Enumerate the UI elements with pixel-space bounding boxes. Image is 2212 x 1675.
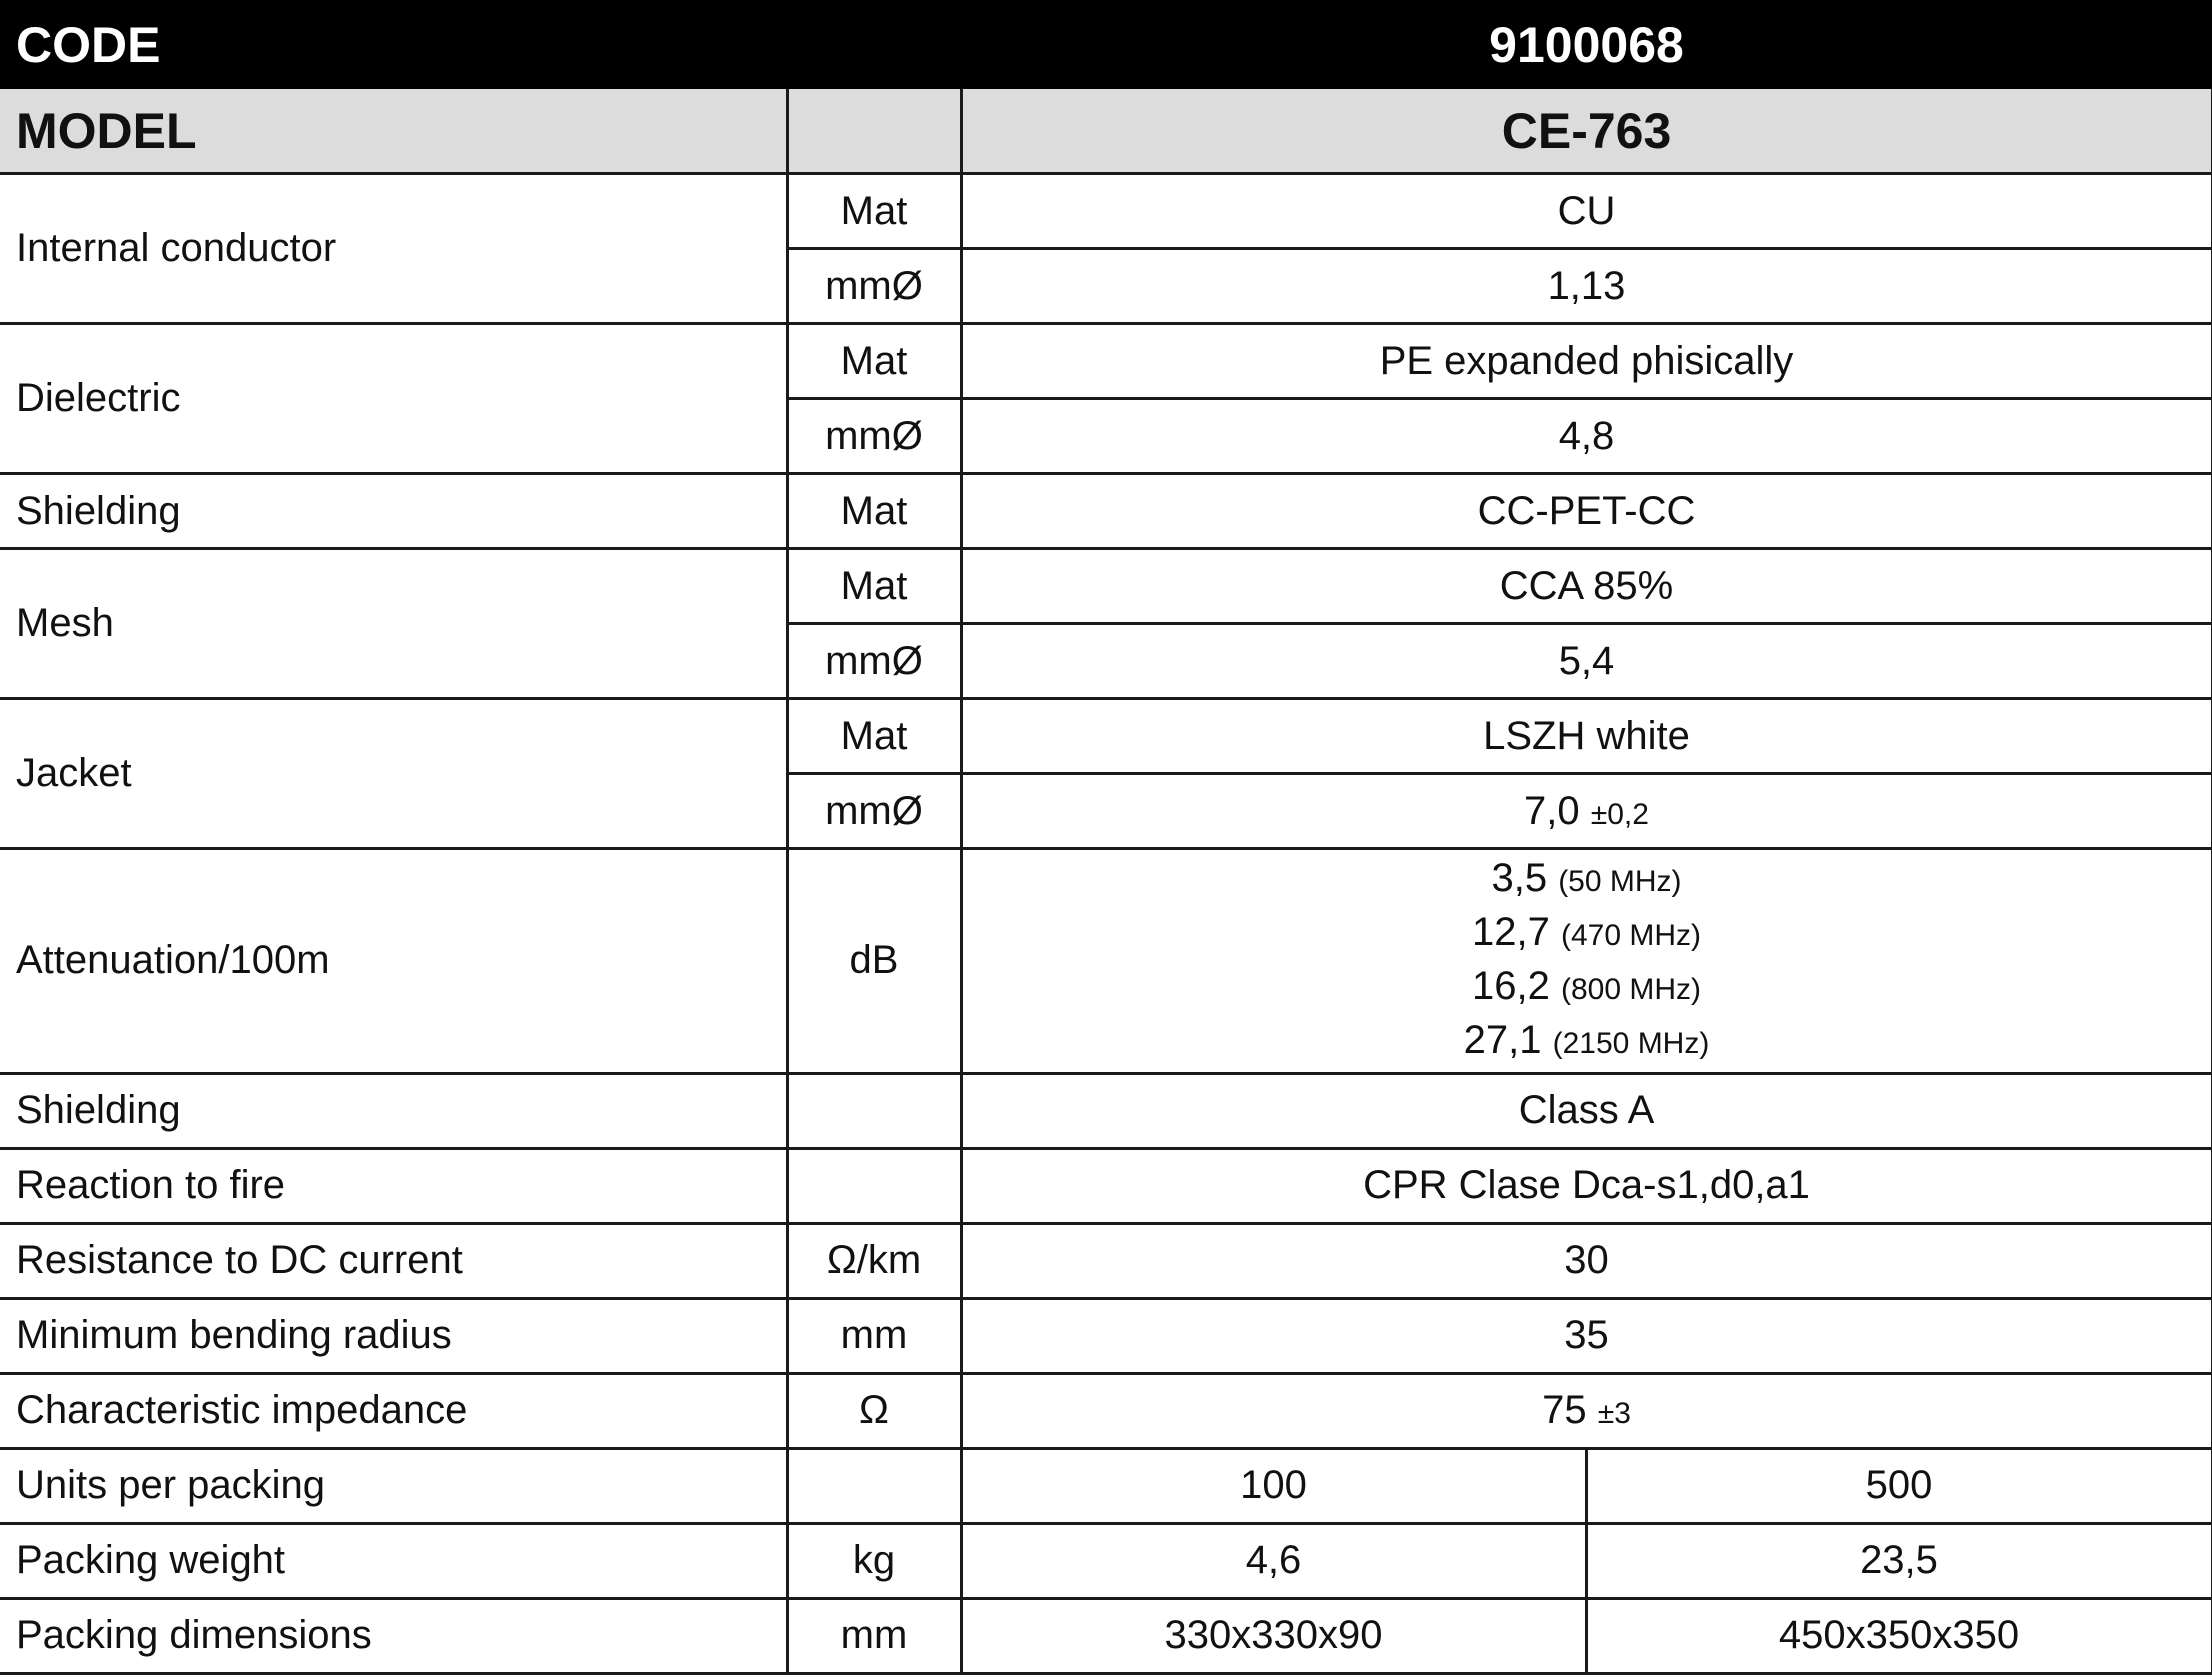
unit-cell: Mat xyxy=(787,174,961,249)
row-label-attenuation: Attenuation/100m xyxy=(0,849,787,1073)
unit-cell: Ω/km xyxy=(787,1223,961,1298)
attenuation-value: 16,2 xyxy=(1471,963,1550,1008)
table-row xyxy=(0,849,2212,1073)
row-label-resistance-dc: Resistance to DC current xyxy=(0,1223,787,1298)
value-cell: 1,13 xyxy=(961,249,2212,324)
table-row xyxy=(0,1298,2212,1373)
attenuation-frequency: (470 MHz) xyxy=(1560,918,1701,952)
unit-cell xyxy=(787,1448,961,1523)
table-row xyxy=(0,1073,2212,1148)
model-unit-cell xyxy=(787,88,961,174)
attenuation-line xyxy=(979,907,2195,961)
table-row xyxy=(0,549,2212,624)
attenuation-value: 3,5 xyxy=(1491,855,1548,900)
value-cell: CC-PET-CC xyxy=(961,474,2212,549)
jacket-diameter-value: 7,0 xyxy=(1524,788,1580,833)
table-row xyxy=(0,324,2212,399)
value-cell: CCA 85% xyxy=(961,549,2212,624)
table-row xyxy=(0,1223,2212,1298)
model-value: CE-763 xyxy=(961,88,2212,174)
unit-cell: Mat xyxy=(787,324,961,399)
row-label-mesh: Mesh xyxy=(0,549,787,699)
row-label-dielectric: Dielectric xyxy=(0,324,787,474)
attenuation-line xyxy=(979,1015,2195,1069)
table-row xyxy=(0,1598,2212,1673)
value-cell: 35 xyxy=(961,1298,2212,1373)
model-label: MODEL xyxy=(0,88,787,174)
value-cell-a: 4,6 xyxy=(961,1523,1586,1598)
unit-cell: mm xyxy=(787,1298,961,1373)
table-row xyxy=(0,474,2212,549)
table-row xyxy=(0,174,2212,249)
unit-cell xyxy=(787,1073,961,1148)
row-label-packing-weight: Packing weight xyxy=(0,1523,787,1598)
value-cell-a: 100 xyxy=(961,1448,1586,1523)
row-label-internal-conductor: Internal conductor xyxy=(0,174,787,324)
value-cell: CPR Clase Dca-s1,d0,a1 xyxy=(961,1148,2212,1223)
value-cell xyxy=(961,774,2212,849)
unit-cell: mmØ xyxy=(787,624,961,699)
value-cell: 30 xyxy=(961,1223,2212,1298)
unit-cell: Mat xyxy=(787,699,961,774)
table-row xyxy=(0,1373,2212,1448)
table-row xyxy=(0,699,2212,774)
attenuation-line xyxy=(979,853,2195,907)
unit-cell: Ω xyxy=(787,1373,961,1448)
row-label-jacket: Jacket xyxy=(0,699,787,849)
unit-cell: mmØ xyxy=(787,249,961,324)
table-row xyxy=(0,1523,2212,1598)
row-label-shielding-class: Shielding xyxy=(0,1073,787,1148)
value-cell: 4,8 xyxy=(961,399,2212,474)
row-label-impedance: Characteristic impedance xyxy=(0,1373,787,1448)
table-row xyxy=(0,1148,2212,1223)
code-label: CODE xyxy=(0,2,961,88)
row-label-units-per-packing: Units per packing xyxy=(0,1448,787,1523)
unit-cell: Mat xyxy=(787,549,961,624)
attenuation-value: 12,7 xyxy=(1471,909,1550,954)
value-cell-b: 450x350x350 xyxy=(1586,1598,2212,1673)
value-cell: Class A xyxy=(961,1073,2212,1148)
model-row xyxy=(0,88,2212,174)
value-cell-a: 330x330x90 xyxy=(961,1598,1586,1673)
unit-cell xyxy=(787,1148,961,1223)
row-label-packing-dimensions: Packing dimensions xyxy=(0,1598,787,1673)
unit-cell: mmØ xyxy=(787,774,961,849)
attenuation-frequency: (2150 MHz) xyxy=(1552,1026,1710,1060)
row-label-shielding: Shielding xyxy=(0,474,787,549)
impedance-value: 75 xyxy=(1542,1388,1587,1433)
attenuation-frequency: (800 MHz) xyxy=(1560,972,1701,1006)
unit-cell: mmØ xyxy=(787,399,961,474)
attenuation-frequency: (50 MHz) xyxy=(1558,864,1682,898)
attenuation-values xyxy=(961,849,2212,1073)
impedance-tolerance: ±3 xyxy=(1597,1397,1631,1431)
row-label-bending-radius: Minimum bending radius xyxy=(0,1298,787,1373)
code-row xyxy=(0,2,2212,88)
value-cell xyxy=(961,1373,2212,1448)
unit-cell: mm xyxy=(787,1598,961,1673)
value-cell: CU xyxy=(961,174,2212,249)
value-cell: 5,4 xyxy=(961,624,2212,699)
row-label-reaction-to-fire: Reaction to fire xyxy=(0,1148,787,1223)
value-cell: LSZH white xyxy=(961,699,2212,774)
jacket-diameter-tolerance: ±0,2 xyxy=(1590,797,1649,831)
code-value: 9100068 xyxy=(961,2,2212,88)
attenuation-value: 27,1 xyxy=(1463,1017,1542,1062)
value-cell-b: 23,5 xyxy=(1586,1523,2212,1598)
value-cell: PE expanded phisically xyxy=(961,324,2212,399)
table-row xyxy=(0,1448,2212,1523)
value-cell-b: 500 xyxy=(1586,1448,2212,1523)
attenuation-line xyxy=(979,961,2195,1015)
unit-cell: kg xyxy=(787,1523,961,1598)
unit-cell: Mat xyxy=(787,474,961,549)
unit-cell: dB xyxy=(787,849,961,1073)
